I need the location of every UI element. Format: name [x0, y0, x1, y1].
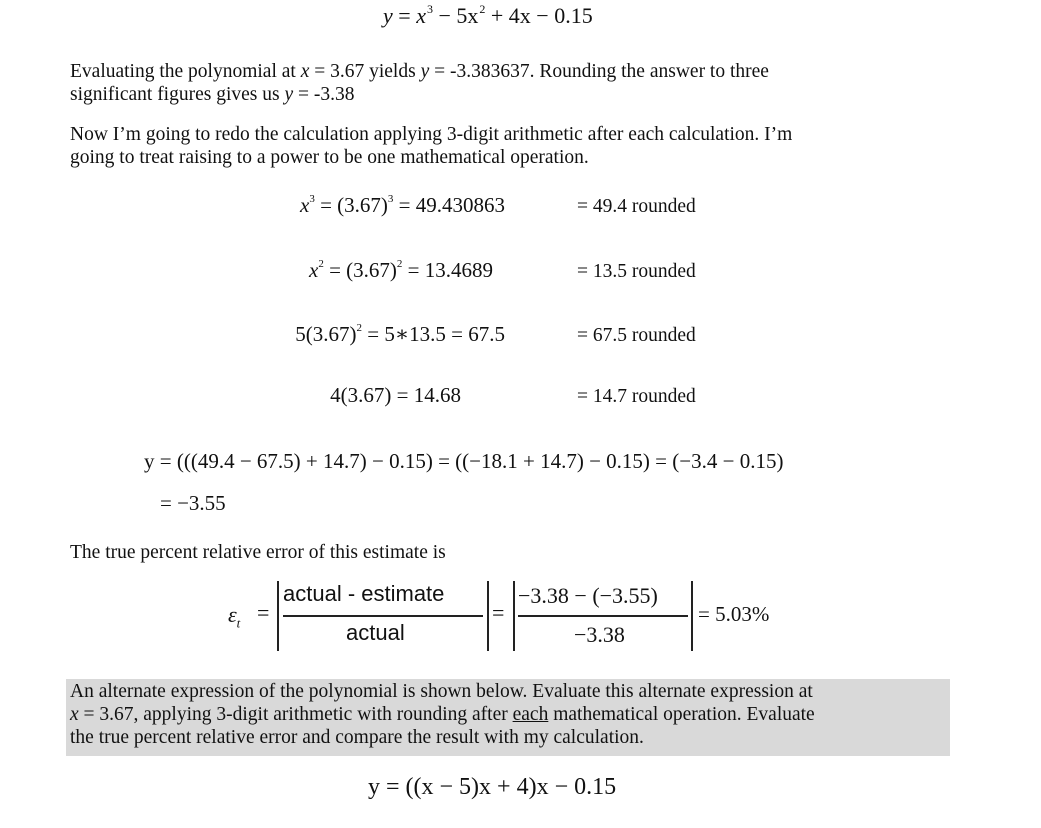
var-x: x	[70, 704, 79, 725]
underlined-each: each	[512, 704, 549, 725]
text: significant figures gives us	[70, 84, 285, 105]
fraction2-denominator: −3.38	[574, 622, 625, 647]
text: Evaluating the polynomial at	[70, 61, 301, 82]
var-x: x	[299, 193, 310, 217]
abs-bar-left	[513, 581, 515, 651]
paragraph-line	[70, 60, 950, 83]
eq-exp2: 2	[479, 2, 486, 16]
error-intro-text: The true percent relative error of this estimate is	[70, 542, 446, 563]
fraction1-denominator: actual	[346, 620, 405, 645]
calc-rounded-4x: = 14.7 rounded	[577, 386, 696, 407]
fraction1-bar	[283, 615, 483, 617]
calc-row-cube	[300, 193, 505, 218]
exp: 2	[356, 322, 363, 334]
fraction2-bar	[518, 615, 688, 617]
paragraph-evaluation	[70, 60, 950, 106]
abs-bar-right	[691, 581, 693, 651]
text: mathematical operation. Evaluate	[548, 704, 815, 725]
calc-rounded-square: = 13.5 rounded	[577, 261, 696, 282]
epsilon: ε	[228, 602, 237, 627]
calc-row-square	[309, 258, 493, 283]
eq-exp3: 3	[426, 2, 433, 16]
calc-rhs: = 13.4689	[402, 258, 493, 282]
var-x: x	[300, 61, 310, 82]
calc-mid: = (3.67)	[314, 193, 388, 217]
exp: 2	[318, 258, 324, 270]
calc-row-4x	[330, 383, 461, 408]
error-result: = 5.03%	[698, 602, 770, 626]
calc-rhs: = 49.430863	[393, 193, 505, 217]
eq-term2: − 5x	[432, 3, 479, 28]
polynomial-equation	[383, 3, 593, 29]
calc-mid: 4(3.67) = 14.68	[330, 383, 461, 407]
calc-rhs: = 5∗13.5 = 67.5	[362, 322, 505, 346]
task-paragraph	[70, 680, 950, 749]
exp: 2	[396, 258, 403, 270]
task-line	[70, 703, 950, 726]
calc-mid: = (3.67)	[323, 258, 397, 282]
eq-term1: x	[416, 3, 426, 28]
text: = -3.383637. Rounding the answer to three	[429, 61, 769, 82]
combined-result: = −3.55	[160, 491, 226, 515]
paragraph-redo-intro	[70, 123, 950, 169]
var-y: y	[284, 84, 294, 105]
eq-var-y: y	[383, 3, 393, 28]
subscript-t: t	[236, 615, 241, 631]
exp: 3	[309, 193, 315, 205]
task-line: the true percent relative error and compare the result with my calculation.	[70, 727, 644, 748]
var-y: y	[420, 61, 430, 82]
calc-mid: 5(3.67)	[295, 322, 357, 346]
paragraph-line: going to treat raising to a power to be one mathematical operation.	[70, 147, 589, 168]
abs-bar-left	[277, 581, 279, 651]
text: = 3.67, applying 3-digit arithmetic with rounding after	[78, 704, 513, 725]
text: = -3.38	[293, 84, 355, 105]
calc-row-5x2	[295, 322, 505, 347]
epsilon-symbol	[228, 602, 240, 631]
task-line: An alternate expression of the polynomial is shown below. Evaluate this alternate expression at	[70, 681, 813, 702]
eq-term3: + 4x − 0.15	[485, 3, 593, 28]
alternate-polynomial-equation: y = ((x − 5)x + 4)x − 0.15	[368, 774, 617, 800]
text: = 3.67 yields	[309, 61, 421, 82]
calc-rounded-5x2: = 67.5 rounded	[577, 325, 696, 346]
fraction1-numerator: actual - estimate	[283, 581, 445, 606]
abs-bar-right	[487, 581, 489, 651]
paragraph-line	[70, 83, 950, 106]
combined-equation: y = (((49.4 − 67.5) + 14.7) − 0.15) = ((−18.1 + 14.7) − 0.15) = (−3.4 − 0.15)	[144, 449, 784, 473]
calc-rounded-cube: = 49.4 rounded	[577, 196, 696, 217]
equals-sign: =	[257, 600, 270, 625]
fraction2-numerator: −3.38 − (−3.55)	[518, 583, 658, 608]
paragraph-line: Now I’m going to redo the calculation applying 3-digit arithmetic after each calculation. I’m	[70, 124, 793, 145]
exp: 3	[387, 193, 394, 205]
equals-sign: =	[492, 600, 505, 625]
eq-sign: =	[392, 3, 417, 28]
var-x: x	[308, 258, 319, 282]
